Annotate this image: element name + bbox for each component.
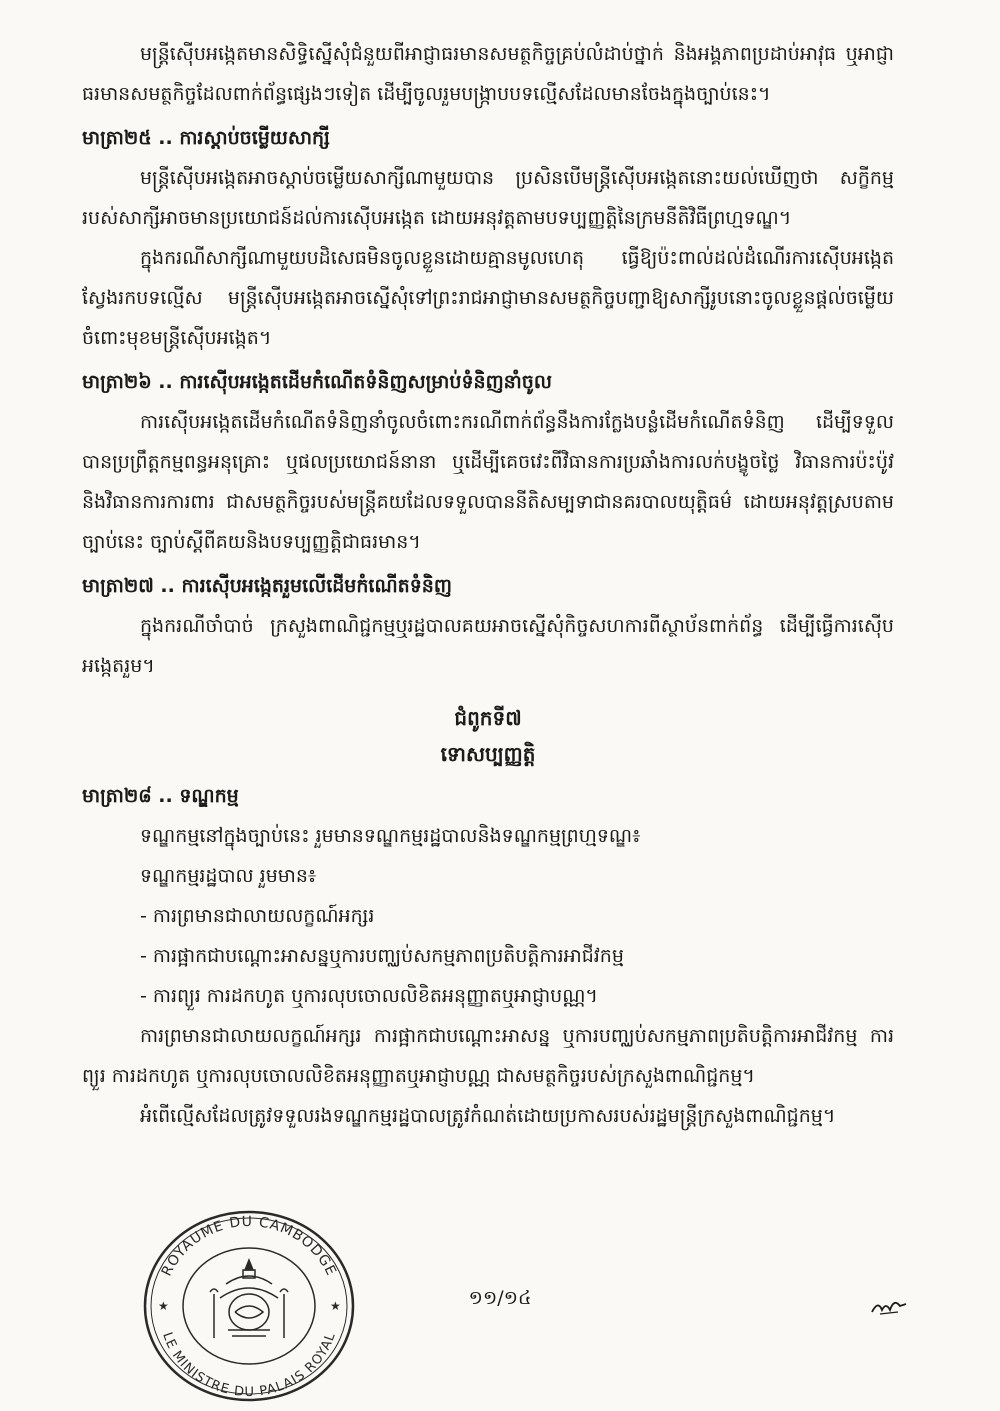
document-body (82, 34, 894, 1136)
article-25-paragraph-2: ក្នុងករណីសាក្សីណាមួយបដិសេធមិនចូលខ្លួនដោយគ្មានមូលហេតុ ធ្វើឱ្យប៉ះពាល់ដល់ដំណើរការស៊ើបអង្កេត ស្វែងរកបទល្មើស មន្ត្រីស៊ើបអង្កេតអាចស្នើសុំទៅព្រះរាជអាជ្ញាមានសមត្ថកិច្ចបញ្ជាឱ្យសាក្សីរូបនោះចូលខ្លួនផ្តល់ចម្លើយចំពោះមុខមន្ត្រីស៊ើបអង្កេត។ (82, 247, 894, 349)
article-28-bullet-1: - ការព្រមានជាលាយលក្ខណ៍អក្សរ (140, 905, 375, 927)
article-25-paragraph-1: មន្ត្រីស៊ើបអង្កេតអាចស្តាប់ចម្លើយសាក្សីណាមួយបាន ប្រសិនបើមន្ត្រីស៊ើបអង្កេតនោះយល់ឃើញថា សក្ខីកម្មរបស់សាក្សីអាចមានប្រយោជន៍ដល់ការស៊ើបអង្កេត ដោយអនុវត្តតាមបទប្បញ្ញត្តិនៃក្រមនីតិវិធីព្រហ្មទណ្ឌ។ (82, 167, 894, 229)
article-28-bullet-2: - ការផ្អាកជាបណ្តោះអាសន្នឬការបញ្ឈប់សកម្មភាពប្រតិបត្តិការអាជីវកម្ម (140, 945, 624, 967)
chapter-number: ជំពូកទី៧ (454, 706, 522, 730)
svg-text:★: ★ (158, 1299, 169, 1313)
article-28-heading: មាត្រា២៨ .. ទណ្ឌកម្ម (82, 785, 239, 807)
seal-text-top: ROYAUME DU CAMBODGE (158, 1213, 340, 1279)
article-28-paragraph-4: អំពើល្មើសដែលត្រូវទទួលរងទណ្ឌកម្មរដ្ឋបាលត្រូវកំណត់ដោយប្រកាសរបស់រដ្ឋមន្ត្រីក្រសួងពាណិជ្ជកម្ម។ (140, 1105, 836, 1127)
handwritten-initials (868, 1294, 910, 1320)
article-28-line-2: ទណ្ឌកម្មរដ្ឋបាល រួមមាន៖ (140, 865, 317, 887)
article-28-paragraph-3: ការព្រមានជាលាយលក្ខណ៍អក្សរ ការផ្អាកជាបណ្តោះអាសន្ន ឬការបញ្ឈប់សកម្មភាពប្រតិបត្តិការអាជីវកម្ម ការព្យួរ ការដកហូត ឬការលុបចោលលិខិតអនុញ្ញាតឬអាជ្ញាបណ្ណ ជាសមត្ថកិច្ចរបស់ក្រសួងពាណិជ្ជកម្ម។ (82, 1025, 894, 1087)
page-number: ១១/១៤ (468, 1287, 532, 1309)
chapter-title: ទោសប្បញ្ញត្តិ (440, 742, 536, 766)
article-26-heading: មាត្រា២៦ .. ការស៊ើបអង្កេតដើមកំណើតទំនិញសម្រាប់ទំនិញនាំចូល (82, 371, 552, 393)
svg-text:★: ★ (330, 1299, 341, 1313)
article-28-bullet-3: - ការព្យួរ ការដកហូត ឬការលុបចោលលិខិតអនុញ្ញាតឬអាជ្ញាបណ្ណ។ (140, 985, 598, 1007)
article-27-heading: មាត្រា២៧ .. ការស៊ើបអង្កេតរួមលើដើមកំណើតទំនិញ (82, 575, 452, 597)
article-27-paragraph-1: ក្នុងករណីចាំបាច់ ក្រសួងពាណិជ្ជកម្មឬរដ្ឋបាលគយអាចស្នើសុំកិច្ចសហការពីស្ថាប័នពាក់ព័ន្ធ ដើម្បីធ្វើការស៊ើបអង្កេតរួម។ (82, 615, 894, 677)
article-28-line-1: ទណ្ឌកម្មនៅក្នុងច្បាប់នេះ រួមមានទណ្ឌកម្មរដ្ឋបាលនិងទណ្ឌកម្មព្រហ្មទណ្ឌ៖ (140, 825, 641, 847)
seal-text-bottom: LE MINISTRE DU PALAIS ROYAL (159, 1330, 339, 1401)
article-25-heading: មាត្រា២៥ .. ការស្តាប់ចម្លើយសាក្សី (82, 127, 330, 149)
article-26-paragraph-1: ការស៊ើបអង្កេតដើមកំណើតទំនិញនាំចូលចំពោះករណីពាក់ព័ន្ធនឹងការក្លែងបន្លំដើមកំណើតទំនិញ ដើម្បីទទួលបានប្រព្រឹត្តកម្មពន្ធអនុគ្រោះ ឬផលប្រយោជន៍នានា ឬដើម្បីគេចវេះពីវិធានការប្រឆាំងការលក់បង្ខូចថ្លៃ វិធានការប៉ះប៉ូវ និងវិធានការការពារ ជាសមត្ថកិច្ចរបស់មន្ត្រីគយដែលទទួលបាននីតិសម្បទាជានគរបាលយុត្តិធម៌ ដោយអនុវត្តស្របតាមច្បាប់នេះ ច្បាប់ស្តីពីគយនិងបទប្បញ្ញត្តិជាធរមាន។ (82, 411, 894, 553)
intro-paragraph: មន្ត្រីស៊ើបអង្កេតមានសិទ្ធិស្នើសុំជំនួយពីអាជ្ញាធរមានសមត្ថកិច្ចគ្រប់លំដាប់ថ្នាក់ និងអង្គភាពប្រដាប់អាវុធ ឬអាជ្ញាធរមានសមត្ថកិច្ចដែលពាក់ព័ន្ធផ្សេងៗទៀត ដើម្បីចូលរួមបង្ក្រាបបទល្មើសដែលមានចែងក្នុងច្បាប់នេះ។ (82, 43, 894, 105)
